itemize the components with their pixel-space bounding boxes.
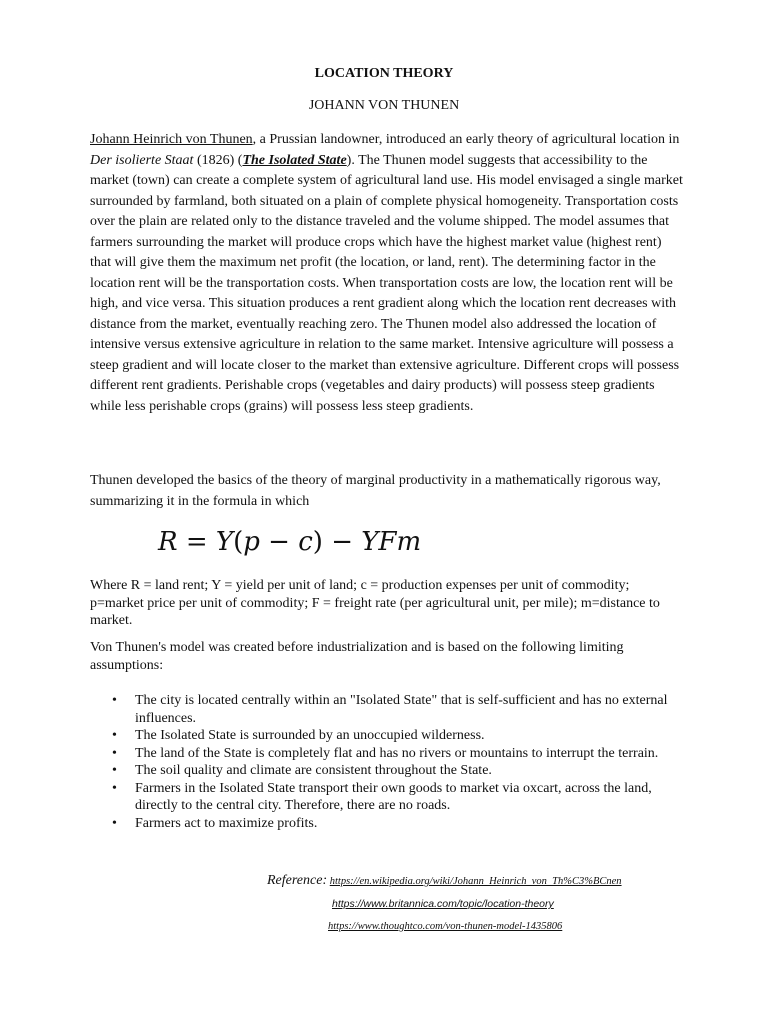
reference-label: Reference: <box>267 873 328 888</box>
bullet-icon: • <box>112 763 117 778</box>
list-item: • The Isolated State is surrounded by an unoccupied wilderness. <box>112 728 485 743</box>
list-item: • Farmers act to maximize profits. <box>112 815 318 831</box>
formula-yfm: YFm <box>361 527 422 557</box>
reference-row-3 <box>328 920 562 934</box>
formula-open-paren: ( <box>233 527 244 557</box>
bullet-icon: • <box>112 693 117 708</box>
book-title-german: Der isolierte Staat <box>90 152 194 168</box>
formula-y: Y <box>215 527 234 557</box>
reference-link-thoughtco[interactable]: https://www.thoughtco.com/von-thunen-model-1435806 <box>328 921 563 932</box>
bullet-icon: • <box>112 745 117 761</box>
formula-minus-1: − <box>259 527 299 557</box>
formula-c: c <box>298 527 313 557</box>
variable-definitions-paragraph: Where R = land rent; Y = yield per unit of land; c = production expenses per unit of commodity; p=market price per unit of commodity; F = freight rate (per agricultural unit, per mile); m=distance to market. <box>90 578 660 628</box>
marginal-productivity-paragraph: Thunen developed the basics of the theory of marginal productivity in a mathematically rigorous way, summarizing it in the formula in which <box>90 473 661 509</box>
bullet-icon: • <box>112 728 117 743</box>
document-title: LOCATION THEORY <box>314 66 454 81</box>
reference-row-1 <box>267 874 622 889</box>
assumptions-intro-paragraph: Von Thunen's model was created before industrialization and is based on the following limiting assumptions: <box>90 640 624 673</box>
document-subtitle: JOHANN VON THUNEN <box>308 98 460 113</box>
bullet-icon: • <box>112 780 117 796</box>
reference-row-2 <box>332 897 554 911</box>
reference-link-britannica[interactable]: https://www.britannica.com/topic/location-theory <box>332 898 554 910</box>
intro-text-1: , a Prussian landowner, introduced an early theory of agricultural location in <box>252 132 680 147</box>
formula-p: p <box>243 527 260 557</box>
reference-link-wikipedia[interactable]: https://en.wikipedia.org/wiki/Johann_Heinrich_von_Th%C3%BCnen <box>329 876 622 887</box>
thunen-name-link[interactable]: Johann Heinrich von Thunen <box>90 132 253 147</box>
formula-close-paren: ) <box>312 527 323 557</box>
formula-minus-2: − <box>322 527 362 557</box>
intro-paragraph <box>90 130 684 417</box>
assumptions-list <box>90 692 684 832</box>
rent-formula <box>158 524 421 560</box>
bullet-icon: • <box>112 815 117 831</box>
list-item: • The soil quality and climate are consistent throughout the State. <box>112 763 492 778</box>
intro-text-2: (1826) ( <box>193 152 243 168</box>
intro-text-3: ). The Thunen model suggests that accessibility to the market (town) can create a complete system of agricultural land use. His model envisaged a single market surrounded by farmland, both situated on a plain of complete physical homogeneity. Transportation costs over the plain are related only to the distance traveled and the volume shipped. The model assumes that farmers surrounding the market will produce crops which have the highest market value (highest rent) that will give them the maximum net profit (the location, or land, rent). The determining factor in the location rent will be the transportation costs. When transportation costs are low, the location rent will be high, and vice versa. This situation produces a rent gradient along which the location rent decreases with distance from the market, eventually reaching zero. The Thunen model also addressed the location of intensive versus extensive agriculture in relation to the same market. Intensive agriculture will possess a steep gradient and will locate closer to the market than extensive agriculture. Different crops will possess different rent gradients. Perishable crops (vegetables and dairy products) will possess steep gradients while less perishable crops (grains) will possess less steep gradients. <box>90 152 683 414</box>
list-item: • The land of the State is completely flat and has no rivers or mountains to interrupt the terrain. <box>112 745 659 761</box>
list-item: • The city is located centrally within an "Isolated State" that is self-sufficient and has no external influences. <box>112 693 668 726</box>
formula-equals: = <box>177 527 216 557</box>
book-title-english-link[interactable]: The Isolated State <box>242 152 347 168</box>
formula-lhs: R <box>158 527 178 557</box>
list-item: • Farmers in the Isolated State transport their own goods to market via oxcart, across the land, directly to the central city. Therefore, there are no roads. <box>112 780 652 813</box>
